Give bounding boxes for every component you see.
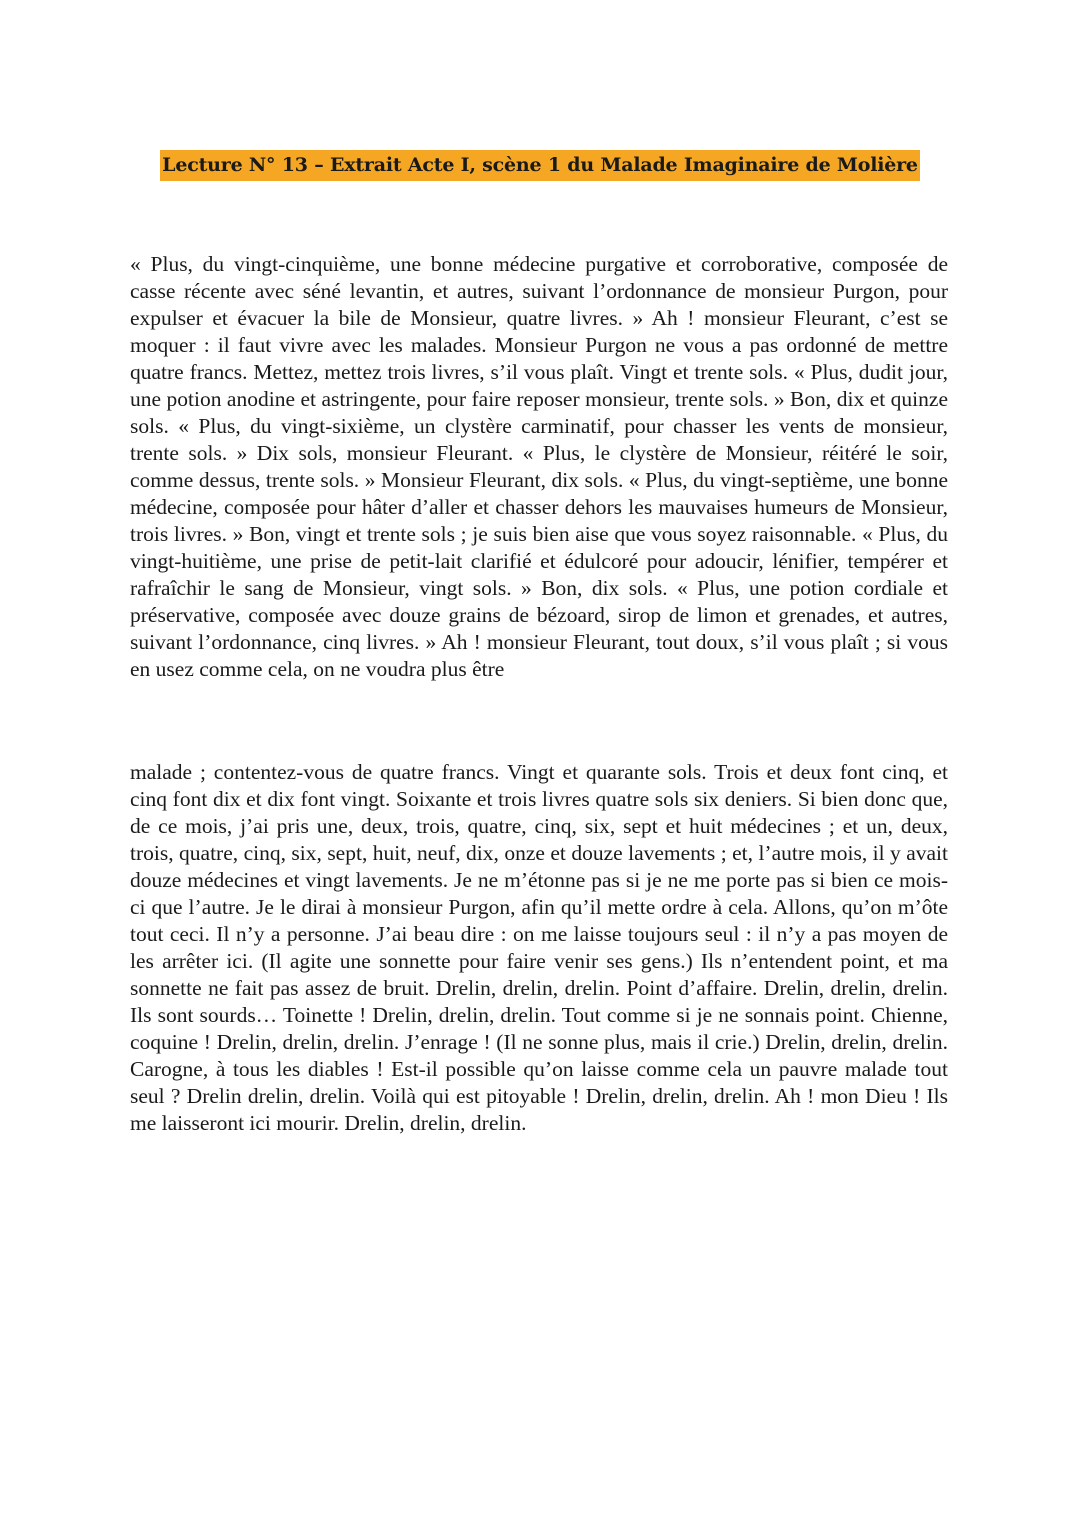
- document-title: Lecture N° 13 – Extrait Acte I, scène 1 du Malade Imaginaire de Molière: [160, 150, 920, 181]
- paragraph-2: malade ; contentez-vous de quatre francs. Vingt et quarante sols. Trois et deux font cinq, et cinq font dix et dix font vingt. Soixante et trois livres quatre sols six deniers. Si bien donc que, de ce mois, j’ai pris une, deux, trois, quatre, cinq, six, sept et huit médecines ; et un, deux, trois, quatre, cinq, six, sept, huit, neuf, dix, onze et douze lavements ; et, l’autre mois, il y avait douze médecines et vingt lavements. Je ne m’étonne pas si je ne me porte pas si bien ce mois-ci que l’autre. Je le dirai à monsieur Purgon, afin qu’il mette ordre à cela. Allons, qu’on m’ôte tout ceci. Il n’y a personne. J’ai beau dire : on me laisse toujours seul : il n’y a pas moyen de les arrêter ici. (Il agite une sonnette pour faire venir ses gens.) Ils n’entendent point, et ma sonnette ne fait pas assez de bruit. Drelin, drelin, drelin. Point d’affaire. Drelin, drelin, drelin. Ils sont sourds… Toinette ! Drelin, drelin, drelin. Tout comme si je ne sonnais point. Chienne, coquine ! Drelin, drelin, drelin. J’enrage ! (Il ne sonne plus, mais il crie.) Drelin, drelin, drelin. Carogne, à tous les diables ! Est-il possible qu’on laisse comme cela un pauvre malade tout seul ? Drelin drelin, drelin. Voilà qui est pitoyable ! Drelin, drelin, drelin. Ah ! mon Dieu ! Ils me laisseront ici mourir. Drelin, drelin, drelin.: [130, 760, 948, 1135]
- title-container: [0, 150, 1080, 181]
- paragraph-1: « Plus, du vingt-cinquième, une bonne médecine purgative et corroborative, composée de casse récente avec séné levantin, et autres, suivant l’ordonnance de monsieur Purgon, pour expulser et évacuer la bile de Monsieur, quatre livres. » Ah ! monsieur Fleurant, c’est se moquer : il faut vivre avec les malades. Monsieur Purgon ne vous a pas ordonné de mettre quatre francs. Mettez, mettez trois livres, s’il vous plaît. Vingt et trente sols. « Plus, dudit jour, une potion anodine et astringente, pour faire reposer monsieur, trente sols. » Bon, dix et quinze sols. « Plus, du vingt-sixième, un clystère carminatif, pour chasser les vents de monsieur, trente sols. » Dix sols, monsieur Fleurant. « Plus, le clystère de Monsieur, réitéré le soir, comme dessus, trente sols. » Monsieur Fleurant, dix sols. « Plus, du vingt-septième, une bonne médecine, composée pour hâter d’aller et chasser dehors les mauvaises humeurs de Monsieur, trois livres. » Bon, vingt et trente sols ; je suis bien aise que vous soyez raisonnable. « Plus, du vingt-huitième, une prise de petit-lait clarifié et édulcoré pour adoucir, lénifier, tempérer et rafraîchir le sang de Monsieur, vingt sols. » Bon, dix sols. « Plus, une potion cordiale et préservative, composée avec douze grains de bézoard, sirop de limon et grenades, et autres, suivant l’ordonnance, cinq livres. » Ah ! monsieur Fleurant, tout doux, s’il vous plaît ; si vous en usez comme cela, on ne voudra plus être: [130, 252, 948, 681]
